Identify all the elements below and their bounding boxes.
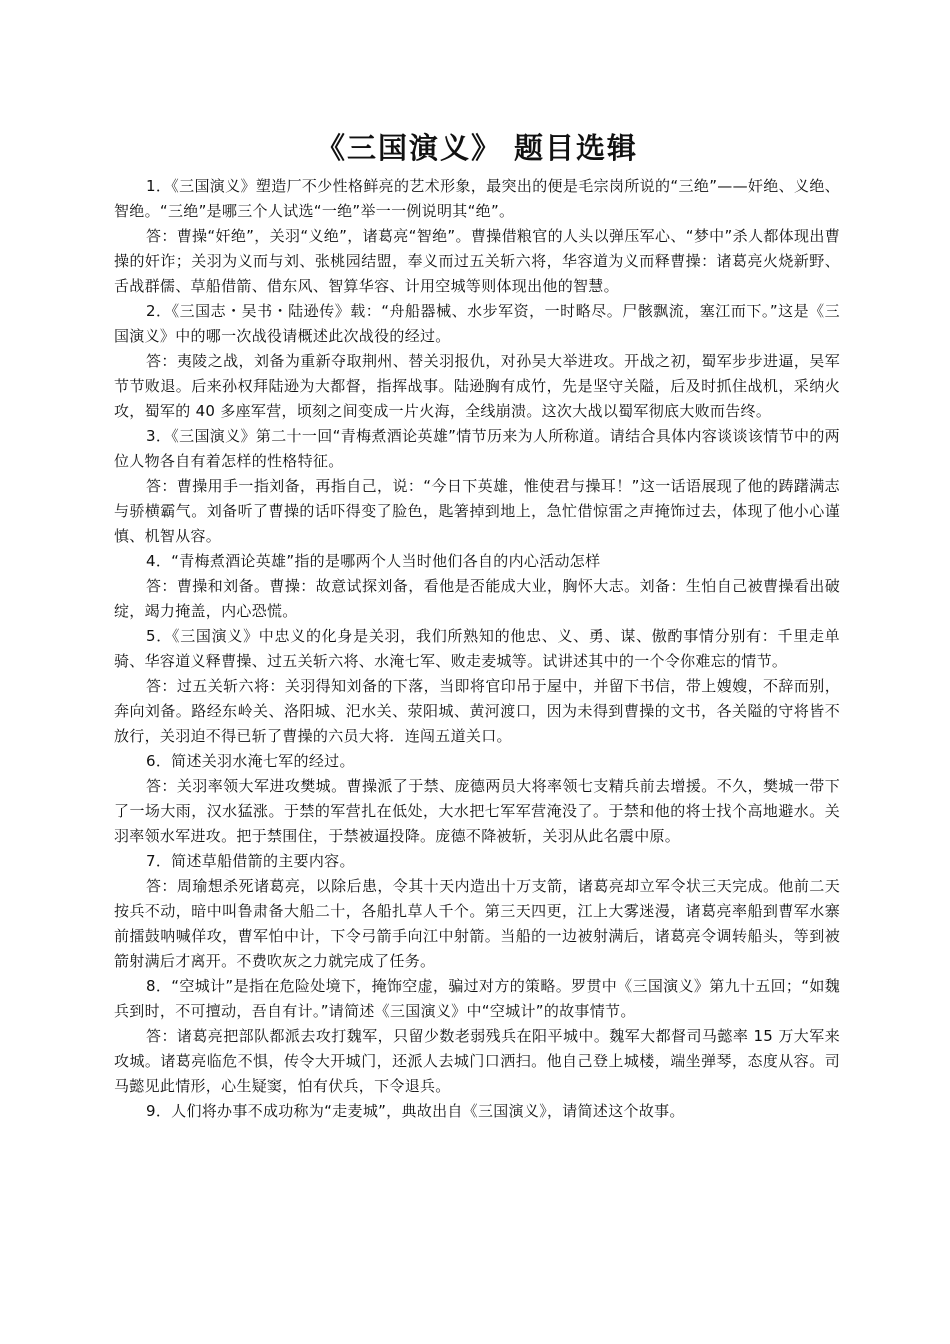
question-8: 8．“空城计”是指在危险处境下，掩饰空虚，骗过对方的策略。罗贯中《三国演义》第九十五回；“如魏兵到时，不可擅动，吾自有计。”请简述《三国演义》中“空城计”的故事情节。	[114, 977, 840, 1020]
question-4: 4．“青梅煮酒论英雄”指的是哪两个人当时他们各自的内心活动怎样	[146, 552, 601, 570]
question-7: 7．简述草船借箭的主要内容。	[146, 852, 355, 870]
answer-3: 答：曹操用手一指刘备，再指自己，说：“今日下英雄，惟使君与操耳！”这一话语展现了他的踌躇满志与骄横霸气。刘备听了曹操的话吓得变了脸色，匙箸掉到地上，急忙借惊雷之声掩饰过去，体现了他小心谨慎、机智从容。	[114, 477, 840, 545]
question-5: 5．《三国演义》中忠义的化身是关羽，我们所熟知的他忠、义、勇、谋、傲酌事情分别有：千里走单骑、华容道义释曹操、过五关斩六将、水淹七军、败走麦城等。试讲述其中的一个令你难忘的情节。	[114, 627, 840, 670]
document-page	[114, 128, 840, 1124]
answer-7: 答：周瑜想杀死诸葛亮，以除后患，令其十天内造出十万支箭，诸葛亮却立军令状三天完成。他前二天按兵不动，暗中叫鲁肃备大船二十，各船扎草人千个。第三天四更，江上大雾迷漫，诸葛亮率船到曹军水寨前擂鼓呐喊佯攻，曹军怕中计，下令弓箭手向江中射箭。当船的一边被射满后，诸葛亮令调转船头，等到被箭射满后才离开。不费吹灰之力就完成了任务。	[114, 877, 840, 970]
answer-2: 答：夷陵之战，刘备为重新夺取荆州、替关羽报仇，对孙吴大举进攻。开战之初，蜀军步步进逼，吴军节节败退。后来孙权拜陆逊为大都督，指挥战事。陆逊胸有成竹，先是坚守关隘，后及时抓住战机，采纳火攻，蜀军的 40 多座军营，顷刻之间变成一片火海，全线崩溃。这次大战以蜀军彻底大败而告终。	[114, 352, 840, 420]
question-9: 9．人们将办事不成功称为“走麦城”，典故出自《三国演义》，请简述这个故事。	[146, 1102, 685, 1120]
question-6: 6．简述关羽水淹七军的经过。	[146, 752, 355, 770]
question-3: 3．《三国演义》第二十一回“青梅煮酒论英雄”情节历来为人所称道。请结合具体内容谈谈该情节中的两位人物各自有着怎样的性格特征。	[114, 427, 840, 470]
question-1: 1．《三国演义》塑造厂不少性格鲜亮的艺术形象，最突出的便是毛宗岗所说的“三绝”——奸绝、义绝、智绝。“三绝”是哪三个人试选“一绝”举一一例说明其“绝”。	[114, 177, 840, 220]
answer-1: 答：曹操“奸绝”，关羽“义绝”，诸葛亮“智绝”。曹操借粮官的人头以弹压军心、“梦中”杀人都体现出曹操的奸诈；关羽为义而与刘、张桃园结盟，奉义而过五关斩六将，华容道为义而释曹操：诸葛亮火烧新野、舌战群儒、草船借箭、借东风、智算华容、计用空城等则体现出他的智慧。	[114, 227, 840, 295]
answer-8: 答：诸葛亮把部队都派去攻打魏军，只留少数老弱残兵在阳平城中。魏军大都督司马懿率 15 万大军来攻城。诸葛亮临危不惧，传令大开城门，还派人去城门口洒扫。他自己登上城楼，端坐弹琴，态度从容。司马懿见此情形，心生疑窦，怕有伏兵，下令退兵。	[114, 1027, 840, 1095]
answer-6: 答：关羽率领大军进攻樊城。曹操派了于禁、庞德两员大将率领七支精兵前去增援。不久，樊城一带下了一场大雨，汉水猛涨。于禁的军营扎在低处，大水把七军军营淹没了。于禁和他的将士找个高地避水。关羽率领水军进攻。把于禁围住，于禁被逼投降。庞德不降被斩，关羽从此名震中原。	[114, 777, 840, 845]
document-title: 《三国演义》 题目选辑	[315, 131, 639, 165]
answer-4: 答：曹操和刘备。曹操：故意试探刘备，看他是否能成大业，胸怀大志。刘备：生怕自己被曹操看出破绽，竭力掩盖，内心恐慌。	[114, 577, 840, 620]
answer-5: 答：过五关斩六将：关羽得知刘备的下落，当即将官印吊于屋中，并留下书信，带上嫂嫂，不辞而别，奔向刘备。路经东岭关、洛阳城、汜水关、荥阳城、黄河渡口，因为未得到曹操的文书，各关隘的守将皆不放行，关羽迫不得已斩了曹操的六员大将．连闯五道关口。	[114, 677, 840, 745]
question-2: 2．《三国志・吴书・陆逊传》载：“舟船器械、水步军资，一时略尽。尸骸飘流，塞江而下。”这是《三国演义》中的哪一次战役请概述此次战役的经过。	[114, 302, 840, 345]
